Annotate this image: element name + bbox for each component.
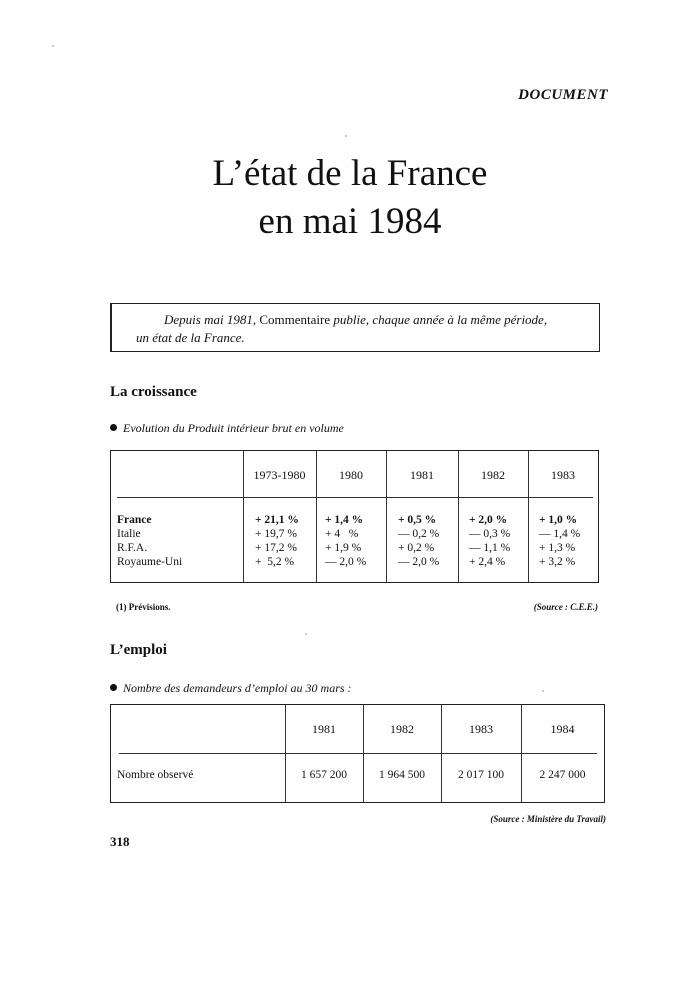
table-cell: 2 017 100 xyxy=(458,769,504,781)
title-line-1: L’état de la France xyxy=(212,153,488,194)
intro-line-2: un état de la France. xyxy=(136,330,245,345)
table-cell: + 4 % xyxy=(325,528,359,540)
column-header: 1973-1980 xyxy=(253,468,306,482)
intro-line-1 xyxy=(164,312,547,328)
section-title-croissance: La croissance xyxy=(110,384,197,400)
page-title xyxy=(0,150,700,246)
croissance-caption-text: Evolution du Produit intérieur brut en volume xyxy=(123,421,344,435)
table-cell: + 1,9 % xyxy=(325,542,362,554)
table-cell: + 5,2 % xyxy=(255,556,295,568)
bullet-icon xyxy=(110,424,117,431)
row-label-france: France xyxy=(117,514,152,526)
source-note-emploi: (Source : Ministère du Travail) xyxy=(490,814,606,824)
row-label-nombre-observe: Nombre observé xyxy=(117,769,194,781)
table-cell: — 1,1 % xyxy=(469,542,511,554)
scan-speck xyxy=(345,135,347,137)
page-number: 318 xyxy=(110,834,130,849)
intro-part-1: Depuis mai 1981, xyxy=(164,312,257,327)
footnote: (1) Prévisions. xyxy=(116,602,171,612)
intro-part-2: Commentaire xyxy=(259,312,331,327)
scan-speck xyxy=(542,690,544,692)
column-header: 1980 xyxy=(339,468,363,482)
table-cell: + 21,1 % xyxy=(255,514,299,526)
emploi-caption xyxy=(110,681,352,696)
table-cell: — 0,2 % xyxy=(398,528,440,540)
croissance-table xyxy=(110,450,599,583)
column-header: 1981 xyxy=(410,468,434,482)
table-cell: 1 964 500 xyxy=(379,769,425,781)
scan-speck xyxy=(305,633,307,635)
table-cell: + 2,4 % xyxy=(469,556,506,568)
croissance-caption xyxy=(110,421,344,436)
table-cell: — 2,0 % xyxy=(398,556,440,568)
column-header: 1984 xyxy=(550,722,575,736)
column-header: 1983 xyxy=(551,468,575,482)
row-label-italie: Italie xyxy=(117,528,141,540)
scan-speck xyxy=(52,45,54,47)
column-header: 1981 xyxy=(312,722,336,736)
table-cell: + 1,3 % xyxy=(539,542,576,554)
bullet-icon xyxy=(110,684,117,691)
emploi-caption-text: Nombre des demandeurs d’emploi au 30 mars : xyxy=(123,681,352,695)
row-label-rfa: R.F.A. xyxy=(117,542,148,554)
intro-part-3: publie, chaque année à la même période, xyxy=(333,312,548,327)
table-cell: + 1,0 % xyxy=(539,514,578,526)
table-cell: + 19,7 % xyxy=(255,528,297,540)
table-cell: + 1,4 % xyxy=(325,514,364,526)
table-cell: + 0,2 % xyxy=(398,542,435,554)
column-header: 1982 xyxy=(390,722,414,736)
header-rule xyxy=(117,497,593,498)
table-cell: + 3,2 % xyxy=(539,556,576,568)
table-cell: 2 247 000 xyxy=(539,769,586,781)
table-cell: + 2,0 % xyxy=(469,514,508,526)
table-cell: — 1,4 % xyxy=(539,528,581,540)
column-header: 1982 xyxy=(481,468,505,482)
document-label: DOCUMENT xyxy=(518,87,608,103)
source-note-croissance: (Source : C.E.E.) xyxy=(533,602,598,612)
table-cell: — 0,3 % xyxy=(469,528,511,540)
table-cell: + 17,2 % xyxy=(255,542,297,554)
header-rule xyxy=(119,753,597,754)
table-cell: — 2,0 % xyxy=(325,556,367,568)
title-line-2: en mai 1984 xyxy=(258,201,442,242)
table-cell: + 0,5 % xyxy=(398,514,437,526)
table-cell: 1 657 200 xyxy=(301,769,347,781)
section-title-emploi: L’emploi xyxy=(110,642,167,658)
column-header: 1983 xyxy=(469,722,493,736)
row-label-royaume-uni: Royaume-Uni xyxy=(117,556,183,568)
intro-box xyxy=(110,303,600,352)
emploi-table xyxy=(110,704,605,803)
